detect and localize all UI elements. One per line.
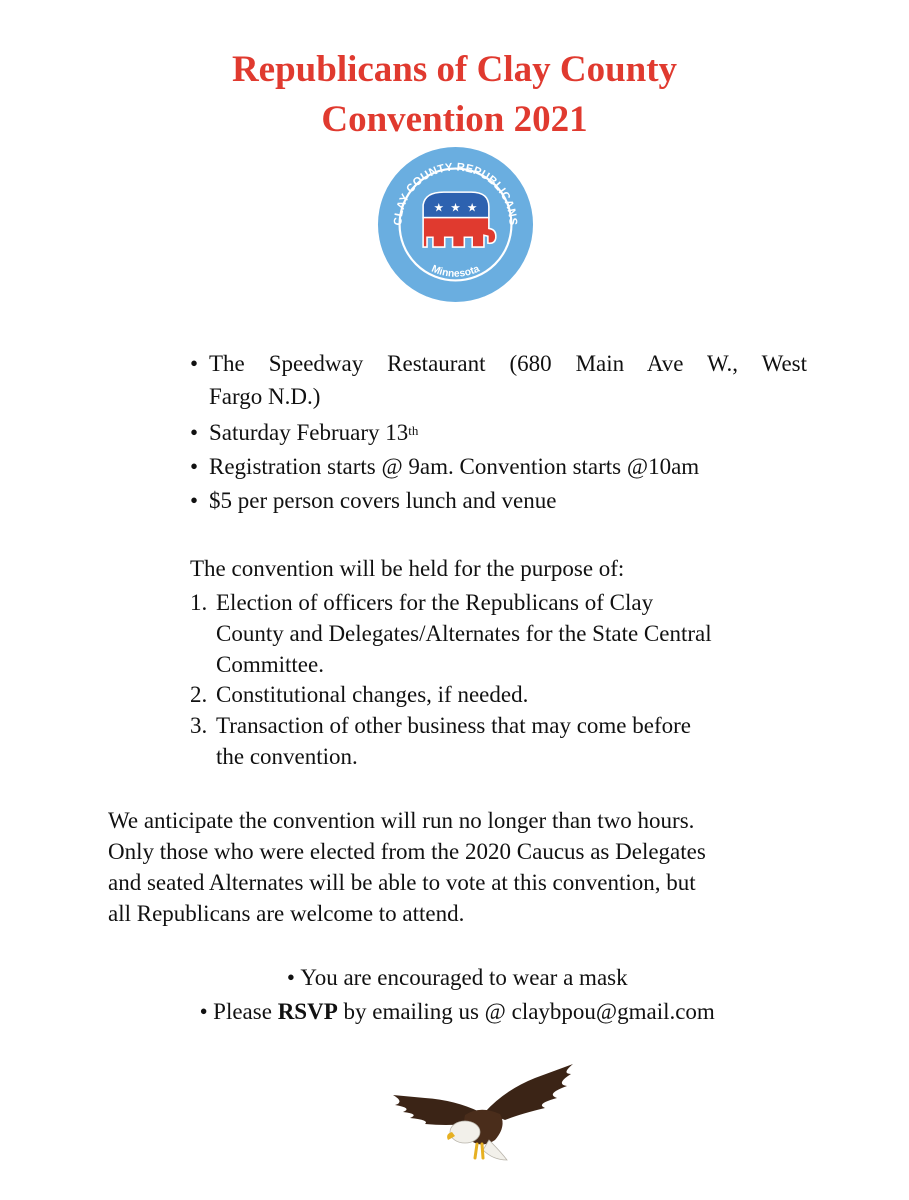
purpose-item-2-line-1: Constitutional changes, if needed. — [216, 682, 529, 707]
item-number: 1. — [190, 590, 208, 615]
event-times: Registration starts @ 9am. Convention starts @10am — [209, 454, 700, 479]
date-suffix: th — [408, 423, 419, 438]
times-bullet — [190, 451, 699, 483]
bald-eagle-icon — [385, 1060, 580, 1172]
venue-line-2: Fargo N.D.) — [209, 384, 321, 409]
purpose-intro: The convention will be held for the purpose of: — [190, 556, 625, 581]
purpose-item-3-line-1: Transaction of other business that may come before — [216, 713, 692, 738]
notice-line-3: and seated Alternates will be able to vote at this convention, but — [108, 870, 696, 895]
venue-bullet — [190, 348, 807, 380]
notice-line-4: all Republicans are welcome to attend. — [108, 901, 465, 926]
event-cost: $5 per person covers lunch and venue — [209, 488, 557, 513]
item-number: 3. — [190, 713, 208, 738]
date-bullet — [190, 417, 418, 449]
rsvp-prefix: Please — [213, 999, 278, 1024]
purpose-item-2 — [190, 679, 528, 710]
star-icon: ★ — [433, 200, 445, 215]
notice-line-1: We anticipate the convention will run no longer than two hours. — [108, 808, 695, 833]
page-title — [0, 45, 909, 145]
bullet-dot: • — [199, 999, 208, 1024]
bullet-dot: • — [190, 351, 199, 376]
bullet-dot: • — [190, 420, 199, 445]
purpose-item-3-line-2: the convention. — [216, 744, 358, 769]
purpose-item-1-line-1: Election of officers for the Republicans of Clay — [216, 590, 654, 615]
purpose-item-3 — [190, 710, 691, 741]
bullet-dot: • — [286, 965, 295, 990]
bullet-dot: • — [190, 454, 199, 479]
cost-bullet — [190, 485, 556, 517]
mask-bullet — [0, 962, 909, 994]
logo-bottom-text: Minnesota — [429, 263, 482, 280]
bullet-dot: • — [190, 488, 199, 513]
title-line-1: Republicans of Clay County — [231, 49, 678, 90]
star-icon: ★ — [466, 200, 478, 215]
purpose-item-1-line-2: County and Delegates/Alternates for the State Central — [216, 621, 712, 646]
rsvp-email-text: by emailing us @ claybpou@gmail.com — [337, 999, 715, 1024]
logo-ring-text: CLAY COUNTY REPUBLICANS — [392, 161, 519, 226]
rsvp-bullet — [0, 996, 909, 1028]
purpose-item-1-line-3: Committee. — [216, 652, 324, 677]
notice-line-2: Only those who were elected from the 2020 Caucus as Delegates — [108, 839, 706, 864]
rsvp-bold: RSVP — [277, 999, 338, 1024]
venue-line-1: The Speedway Restaurant (680 Main Ave W., West — [209, 351, 807, 376]
title-line-2: Convention 2021 — [321, 99, 588, 140]
event-date: Saturday February 13 — [209, 420, 409, 445]
purpose-item-1 — [190, 587, 653, 618]
mask-text: You are encouraged to wear a mask — [300, 965, 628, 990]
star-icon: ★ — [450, 200, 461, 215]
clay-county-republicans-logo — [377, 146, 534, 303]
item-number: 2. — [190, 682, 208, 707]
